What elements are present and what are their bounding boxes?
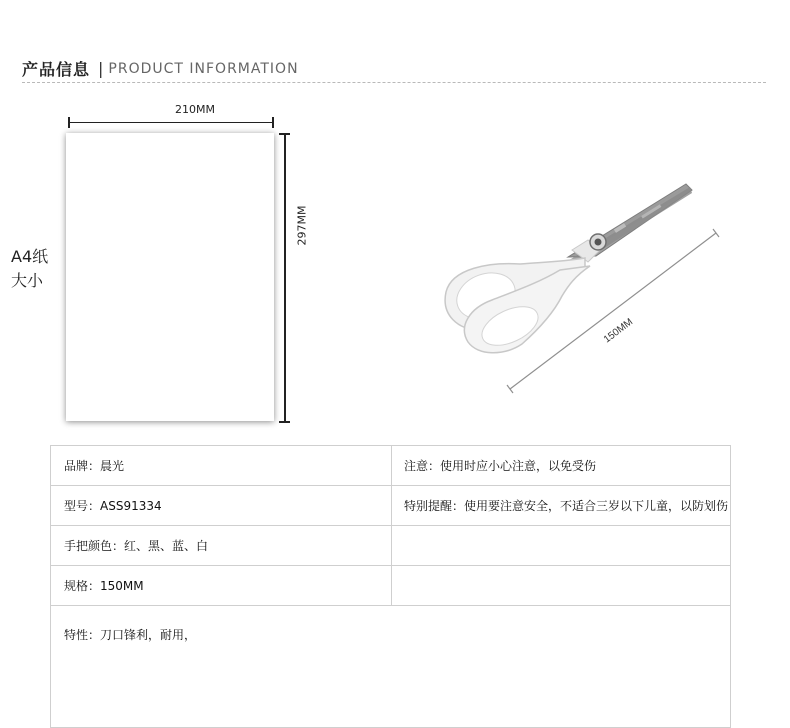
table-row (51, 566, 731, 606)
spec-feature: 特性：刀口锋利，耐用， (51, 606, 731, 728)
header-separator: | (98, 59, 104, 78)
paper-size-label (11, 245, 48, 293)
a4-paper-sheet (66, 133, 274, 421)
width-dimension-line (69, 122, 273, 123)
height-dimension-line (284, 134, 286, 422)
height-dimension-tick-bottom (279, 421, 290, 423)
scissors-image (430, 170, 730, 410)
width-dimension-tick-right (272, 117, 274, 128)
scissors-length-label: 150MM (601, 316, 636, 346)
width-dimension-tick-left (68, 117, 70, 128)
table-row (51, 446, 731, 486)
paper-height-label: 297MM (295, 205, 309, 246)
spec-empty-cell (392, 526, 731, 566)
header-divider (22, 82, 766, 83)
spec-special-warning: 特别提醒：使用要注意安全，不适合三岁以下儿童，以防划伤 (392, 486, 731, 526)
spec-notice: 注意：使用时应小心注意，以免受伤 (392, 446, 731, 486)
spec-handle-colors: 手把颜色：红、黑、蓝、白 (51, 526, 392, 566)
spec-brand: 品牌：晨光 (51, 446, 392, 486)
paper-width-label: 210MM (175, 103, 215, 116)
paper-size-label-line1: A4纸 (11, 247, 49, 266)
spec-model: 型号：ASS91334 (51, 486, 392, 526)
header-title-en: PRODUCT INFORMATION (108, 60, 299, 77)
pivot-screw-icon (590, 234, 606, 250)
table-row (51, 486, 731, 526)
table-row (51, 526, 731, 566)
section-header (22, 57, 299, 80)
header-title-cn: 产品信息 (22, 60, 91, 79)
height-dimension-tick-top (279, 133, 290, 135)
table-row (51, 606, 731, 728)
spec-empty-cell (392, 566, 731, 606)
paper-size-label-line2: 大小 (11, 271, 44, 290)
spec-table (50, 445, 731, 728)
spec-size: 规格：150MM (51, 566, 392, 606)
